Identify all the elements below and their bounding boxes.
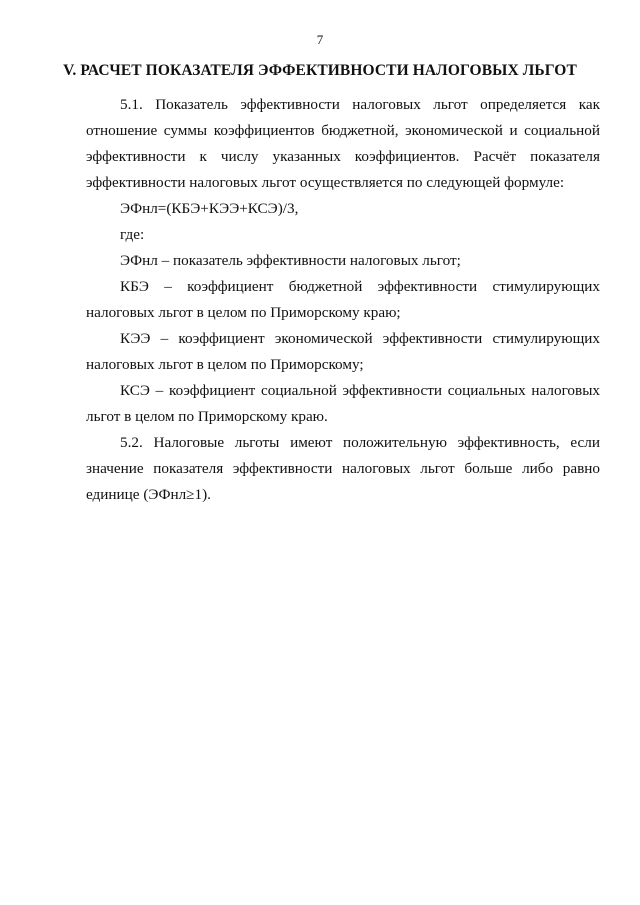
paragraph-5-1: 5.1. Показатель эффективности налоговых льгот определяется как отношение суммы коэффициентов бюджетной, экономической и социальной эффективности к числу указанных коэффициентов. Расчёт показателя эффективности налоговых льгот осуществляется по следующей формуле: (86, 96, 600, 191)
definition-kbe: КБЭ – коэффициент бюджетной эффективности стимулирующих налоговых льгот в целом по Приморскому краю; (86, 278, 600, 321)
definition-efnl: ЭФнл – показатель эффективности налоговых льгот; (120, 252, 461, 269)
formula: ЭФнл=(КБЭ+КЭЭ+КСЭ)/3, (120, 200, 299, 217)
definition-kse: КСЭ – коэффициент социальной эффективности социальных налоговых льгот в целом по Приморскому краю. (86, 382, 600, 425)
definition-kee: КЭЭ – коэффициент экономической эффективности стимулирующих налоговых льгот в целом по Приморскому; (86, 330, 600, 373)
page-number: 7 (316, 32, 324, 47)
where-label: где: (120, 226, 145, 243)
paragraph-5-2: 5.2. Налоговые льготы имеют положительную эффективность, если значение показателя эффективности налоговых льгот больше либо равно единице (ЭФнл≥1). (86, 434, 600, 503)
section-title: V. РАСЧЕТ ПОКАЗАТЕЛЯ ЭФФЕКТИВНОСТИ НАЛОГОВЫХ ЛЬГОТ (63, 62, 577, 79)
document-body (86, 92, 600, 508)
